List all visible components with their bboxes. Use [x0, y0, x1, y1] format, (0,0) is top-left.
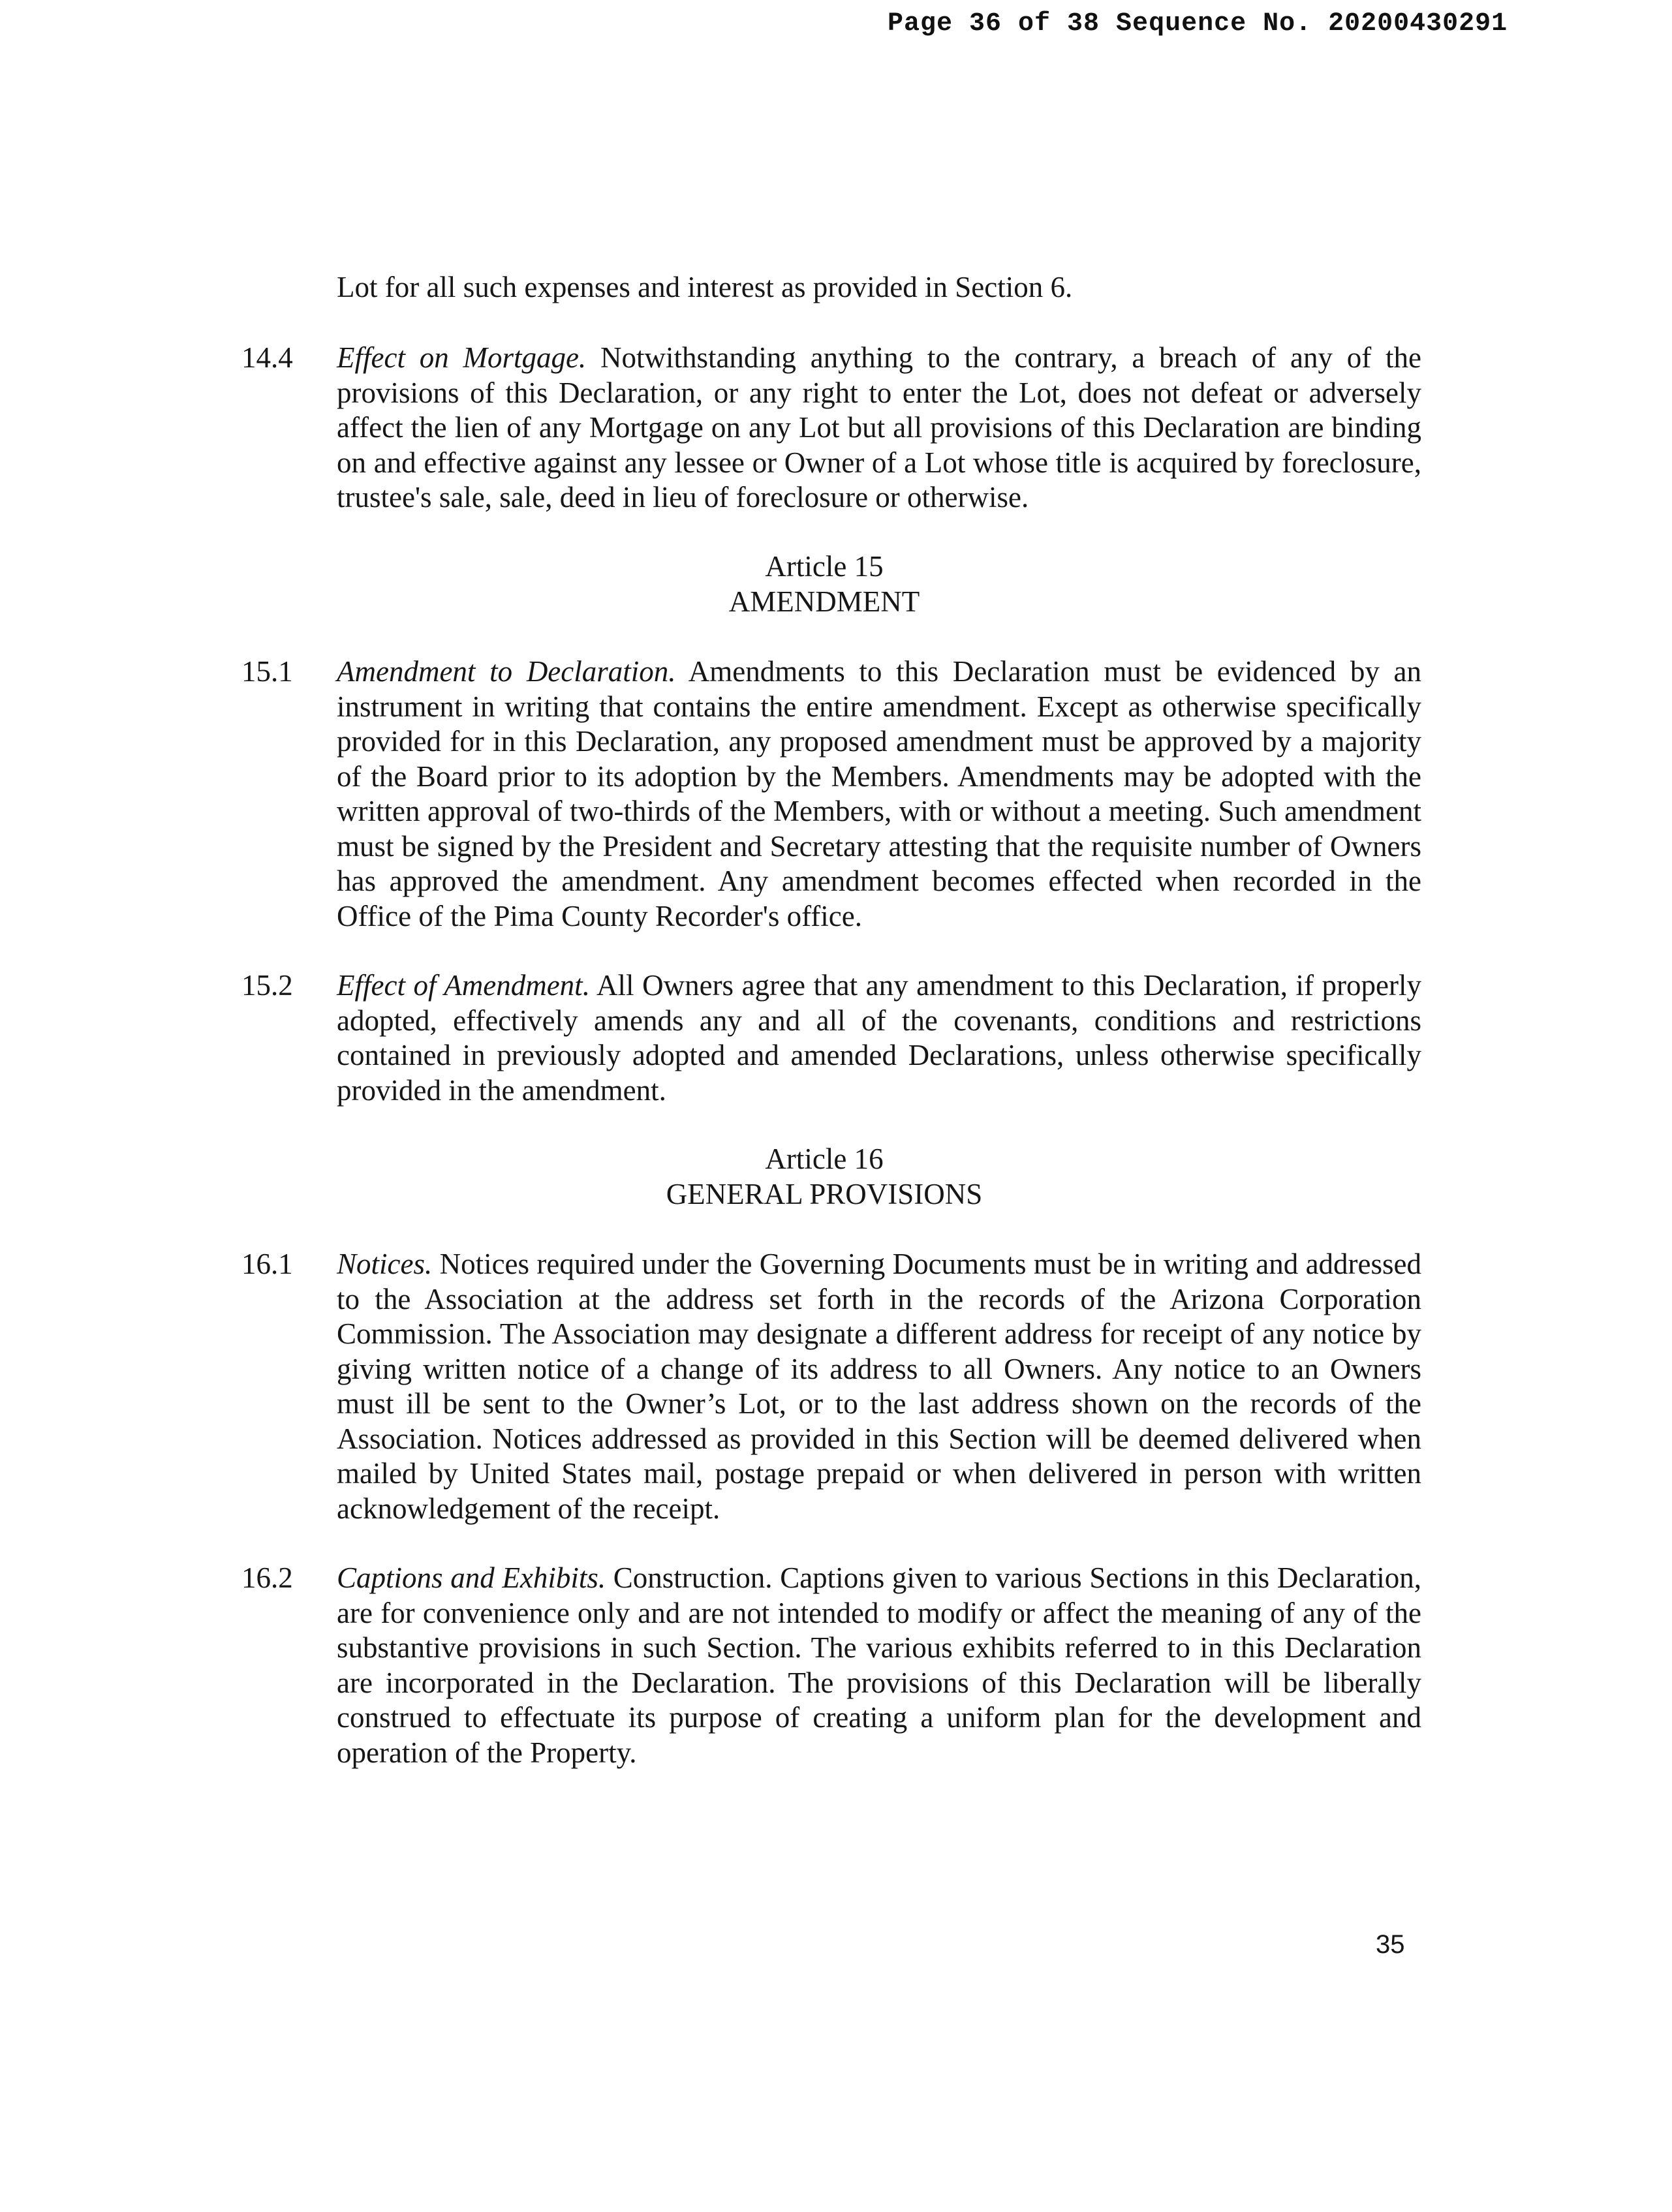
- section-number: 16.2: [241, 1561, 293, 1594]
- article-title: GENERAL PROVISIONS: [666, 1177, 983, 1210]
- section-paragraph: [337, 1561, 1421, 1770]
- section-paragraph: [337, 968, 1421, 1108]
- section-number: 15.2: [241, 969, 293, 1002]
- article-title: AMENDMENT: [728, 585, 920, 618]
- section-caption: Effect of Amendment.: [337, 969, 590, 1002]
- section-15-1: [241, 654, 1421, 934]
- section-text: All Owners agree that any amendment to this Declaration, if properly adopted, effectively amends any and all of the covenants, conditions and restrictions contained in previously adopted and amended Declarations, unless otherwise specifically provided in the amendment.: [337, 969, 1422, 1107]
- article-label: Article 15: [765, 550, 884, 583]
- section-16-2: [241, 1561, 1421, 1770]
- section-text: Notices required under the Governing Documents must be in writing and addressed to the Association at the address set forth in the records of the Arizona Corporation Commission. The Association may designate a different address for receipt of any notice by giving written notice of a change of its address to all Owners. Any notice to an Owners must ill be sent to the Owner’s Lot, or to the last address shown on the records of the Association. Notices addressed as provided in this Section will be deemed delivered when mailed by United States mail, postage prepaid or when delivered in person with written acknowledgement of the receipt.: [337, 1248, 1421, 1525]
- page-sequence-header: Page 36 of 38 Sequence No. 20200430291: [888, 9, 1508, 38]
- section-number: 14.4: [241, 341, 293, 374]
- section-caption: Notices.: [337, 1248, 433, 1280]
- section-text: Amendments to this Declaration must be evidenced by an instrument in writing that contains the entire amendment. Except as otherwise specifically provided for in this Declaration, any proposed amendment must be approved by a majority of the Board prior to its adoption by the Members. Amendments may be adopted with the written approval of two-thirds of the Members, with or without a meeting. Such amendment must be signed by the President and Secretary attesting that the requisite number of Owners has approved the amendment. Any amendment becomes effected when recorded in the Office of the Pima County Recorder's office.: [337, 655, 1421, 932]
- section-number: 15.1: [241, 655, 293, 688]
- section-number: 16.1: [241, 1248, 293, 1280]
- page-number: 35: [1376, 1930, 1405, 1959]
- section-caption: Amendment to Declaration.: [337, 655, 676, 688]
- section-paragraph: [337, 341, 1421, 515]
- section-text: Notwithstanding anything to the contrary, a breach of any of the provisions of this Declaration, or any right to enter the Lot, does not defeat or adversely affect the lien of any Mortgage on any Lot but all provisions of this Declaration are binding on and effective against any lessee or Owner of a Lot whose title is acquired by foreclosure, trustee's sale, sale, deed in lieu of foreclosure or otherwise.: [337, 341, 1421, 514]
- article-16-heading: [0, 1142, 1660, 1212]
- article-label: Article 16: [765, 1143, 884, 1175]
- section-16-1: [241, 1247, 1421, 1526]
- article-15-heading: [0, 549, 1660, 619]
- section-paragraph: [337, 1247, 1421, 1526]
- continued-paragraph: Lot for all such expenses and interest as provided in Section 6.: [337, 271, 1073, 303]
- section-paragraph: [337, 654, 1421, 934]
- section-15-2: [241, 968, 1421, 1108]
- section-caption: Effect on Mortgage.: [337, 341, 587, 374]
- section-text: Construction. Captions given to various Sections in this Declaration, are for convenience only and are not intended to modify or affect the meaning of any of the substantive provisions in such Section. The various exhibits referred to in this Declaration are incorporated in the Declaration. The provisions of this Declaration will be liberally construed to effectuate its purpose of creating a uniform plan for the development and operation of the Property.: [337, 1561, 1421, 1769]
- section-caption: Captions and Exhibits.: [337, 1561, 606, 1594]
- section-14-4: [241, 341, 1421, 515]
